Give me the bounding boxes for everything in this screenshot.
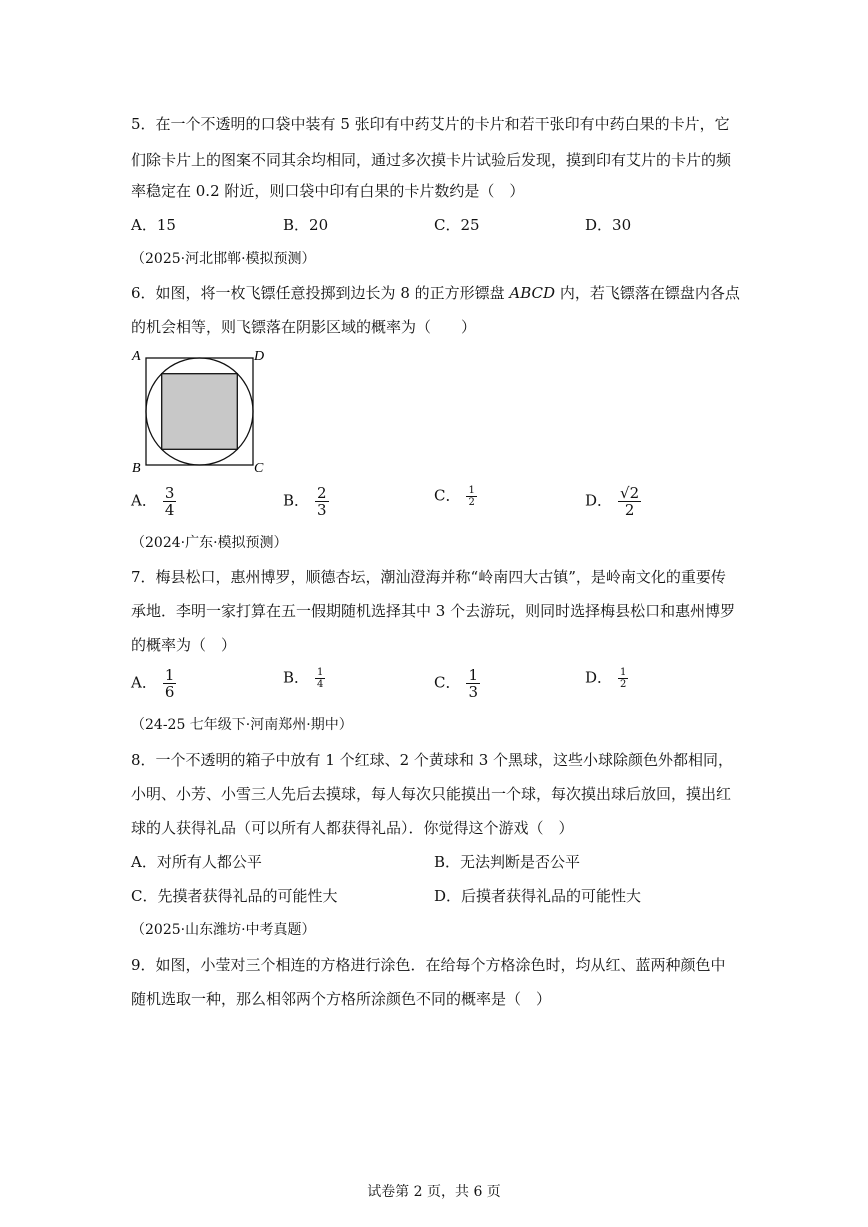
q7-option-a-letter: A．	[131, 673, 157, 692]
q7-option-d-letter: D．	[585, 668, 613, 687]
q7-option-b-num: 1	[317, 667, 324, 678]
q6-line-1-pre: 6．如图，将一枚飞镖任意投掷到边长为 8 的正方形镖盘	[131, 284, 510, 302]
q8-line-2: 小明、小芳、小雪三人先后去摸球，每人每次只能摸出一个球，每次摸出球后放回，摸出红	[131, 785, 732, 803]
q6-option-c-den: 2	[468, 497, 475, 508]
q7-line-3: 的概率为（ ）	[131, 636, 237, 654]
q6-option-a-num: 3	[164, 484, 175, 502]
q6-option-c-num: 1	[468, 485, 475, 496]
q5-option-a: A．15	[131, 216, 176, 234]
q5-option-c: C．25	[434, 216, 480, 234]
q6-figure	[128, 346, 273, 478]
q6-option-d-den: 2	[624, 501, 635, 519]
q7-option-c-den: 3	[468, 683, 479, 701]
q7-option-b-den: 4	[317, 679, 324, 690]
q8-line-3: 球的人获得礼品（可以所有人都获得礼品）．你觉得这个游戏（ ）	[131, 819, 574, 837]
q7-option-a-den: 6	[164, 683, 175, 701]
q7-option-b-letter: B．	[283, 668, 310, 687]
q7-source: （2024·广东·模拟预测）	[131, 535, 288, 551]
q5-line-3: 率稳定在 0.2 附近，则口袋中印有白果的卡片数约是（ ）	[131, 182, 525, 200]
q7-option-d-den: 2	[620, 679, 627, 690]
q6-square-name: ABCD	[509, 284, 556, 302]
q8-option-a: A．对所有人都公平	[131, 853, 262, 871]
q9-line-2: 随机选取一种，那么相邻两个方格所涂颜色不同的概率是（ ）	[131, 990, 552, 1008]
q8-option-b: B．无法判断是否公平	[434, 853, 581, 871]
q6-option-b-den: 3	[317, 501, 327, 519]
q6-option-c-letter: C．	[434, 486, 461, 505]
q5-option-d: D．30	[585, 216, 632, 234]
q7-line-1: 7．梅县松口，惠州博罗，顺德杏坛，潮汕澄海并称“岭南四大古镇”，是岭南文化的重要传	[131, 568, 726, 586]
q7-line-2: 承地．李明一家打算在五一假期随机选择其中 3 个去游玩，则同时选择梅县松口和惠州博罗	[131, 602, 736, 620]
q6-option-a	[131, 485, 176, 518]
q6-option-a-den: 4	[164, 501, 175, 519]
q7-option-a-num: 1	[164, 666, 175, 684]
q6-line-2: 的机会相等，则飞镖落在阴影区域的概率为（ ）	[131, 318, 477, 336]
q6-option-b	[283, 485, 329, 518]
q5-line-1: 5．在一个不透明的口袋中装有 5 张印有中药艾片的卡片和若干张印有中药白果的卡片，它	[131, 115, 730, 133]
q6-option-b-letter: B．	[283, 491, 310, 510]
q7-option-d	[585, 667, 628, 690]
q6-option-d-num: √2	[620, 484, 640, 502]
q9-line-1: 9．如图，小莹对三个相连的方格进行涂色．在给每个方格涂色时，均从红、蓝两种颜色中	[131, 956, 726, 974]
q7-option-c-num: 1	[468, 666, 479, 684]
q8-source: （24-25 七年级下·河南郑州·期中）	[131, 717, 353, 733]
q6-option-d	[585, 485, 641, 518]
q6-source: （2025·河北邯郸·模拟预测）	[131, 251, 316, 267]
q5-line-2: 们除卡片上的图案不同其余均相同，通过多次摸卡片试验后发现，摸到印有艾片的卡片的频	[131, 151, 732, 169]
q6-option-c	[434, 485, 477, 508]
q9-source: （2025·山东潍坊·中考真题）	[131, 922, 316, 938]
q6-option-b-num: 2	[317, 484, 327, 502]
q8-option-d: D．后摸者获得礼品的可能性大	[434, 887, 642, 905]
q7-option-b	[283, 667, 325, 690]
label-b: B	[132, 461, 141, 476]
q8-line-1: 8．一个不透明的箱子中放有 1 个红球、2 个黄球和 3 个黑球，这些小球除颜色外都相同，	[131, 751, 734, 769]
q7-option-c	[434, 667, 480, 700]
q7-option-a	[131, 667, 176, 700]
q7-option-d-num: 1	[620, 667, 627, 678]
q7-option-c-letter: C．	[434, 673, 461, 692]
q8-option-c: C．先摸者获得礼品的可能性大	[131, 887, 338, 905]
q6-option-a-letter: A．	[131, 491, 157, 510]
shaded-square	[162, 374, 238, 450]
label-d: D	[254, 349, 265, 364]
label-a: A	[132, 349, 141, 364]
label-c: C	[254, 461, 264, 476]
q6-option-d-letter: D．	[585, 491, 613, 510]
q5-option-b: B．20	[283, 216, 329, 234]
q6-line-1	[131, 283, 740, 303]
page-footer: 试卷第 2 页，共 6 页	[367, 1184, 501, 1200]
q6-line-1-post: 内，若飞镖落在镖盘内各点	[555, 284, 740, 302]
